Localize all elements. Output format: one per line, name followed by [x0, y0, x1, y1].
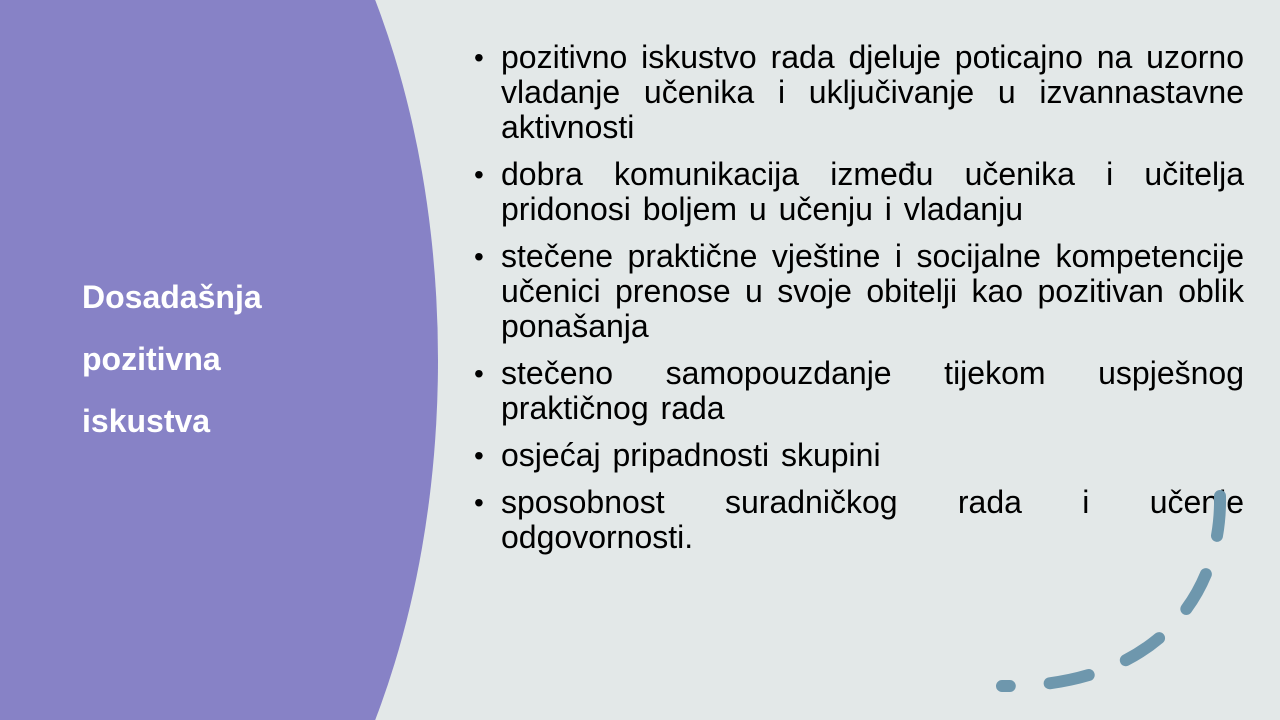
- bullet-text: pozitivno iskustvo rada djeluje poticajno na uzorno vladanje učenika i uključivanje u izvannastavne aktivnosti: [501, 39, 1244, 145]
- bullet-item: [474, 40, 1244, 145]
- bullet-item: [474, 239, 1244, 344]
- bullet-dot-icon: •: [474, 358, 484, 389]
- bullet-text: sposobnost suradničkog rada i učenje odgovornosti.: [501, 484, 1244, 555]
- bullet-text: stečene praktične vještine i socijalne kompetencije učenici prenose u svoje obitelji kao pozitivan oblik ponašanja: [501, 238, 1244, 344]
- dashed-arc-path: [1002, 496, 1220, 686]
- dashed-arc-decoration: [990, 480, 1240, 700]
- bullet-item: [474, 438, 1244, 473]
- bullet-dot-icon: •: [474, 241, 484, 272]
- bullet-item: [474, 356, 1244, 426]
- title-line-1: Dosadašnja: [82, 279, 262, 315]
- bullet-text: dobra komunikacija između učenika i učitelja pridonosi boljem u učenju i vladanju: [501, 156, 1244, 227]
- bullet-dot-icon: •: [474, 440, 484, 471]
- bullet-dot-icon: •: [474, 159, 484, 190]
- bullet-dot-icon: •: [474, 42, 484, 73]
- bullet-item: [474, 157, 1244, 227]
- bullet-text: stečeno samopouzdanje tijekom uspješnog praktičnog rada: [501, 355, 1244, 426]
- bullet-dot-icon: •: [474, 487, 484, 518]
- bullet-text: osjećaj pripadnosti skupini: [501, 437, 881, 473]
- slide-title: [82, 266, 382, 452]
- title-line-3: iskustva: [82, 403, 211, 439]
- title-line-2: pozitivna: [82, 341, 221, 377]
